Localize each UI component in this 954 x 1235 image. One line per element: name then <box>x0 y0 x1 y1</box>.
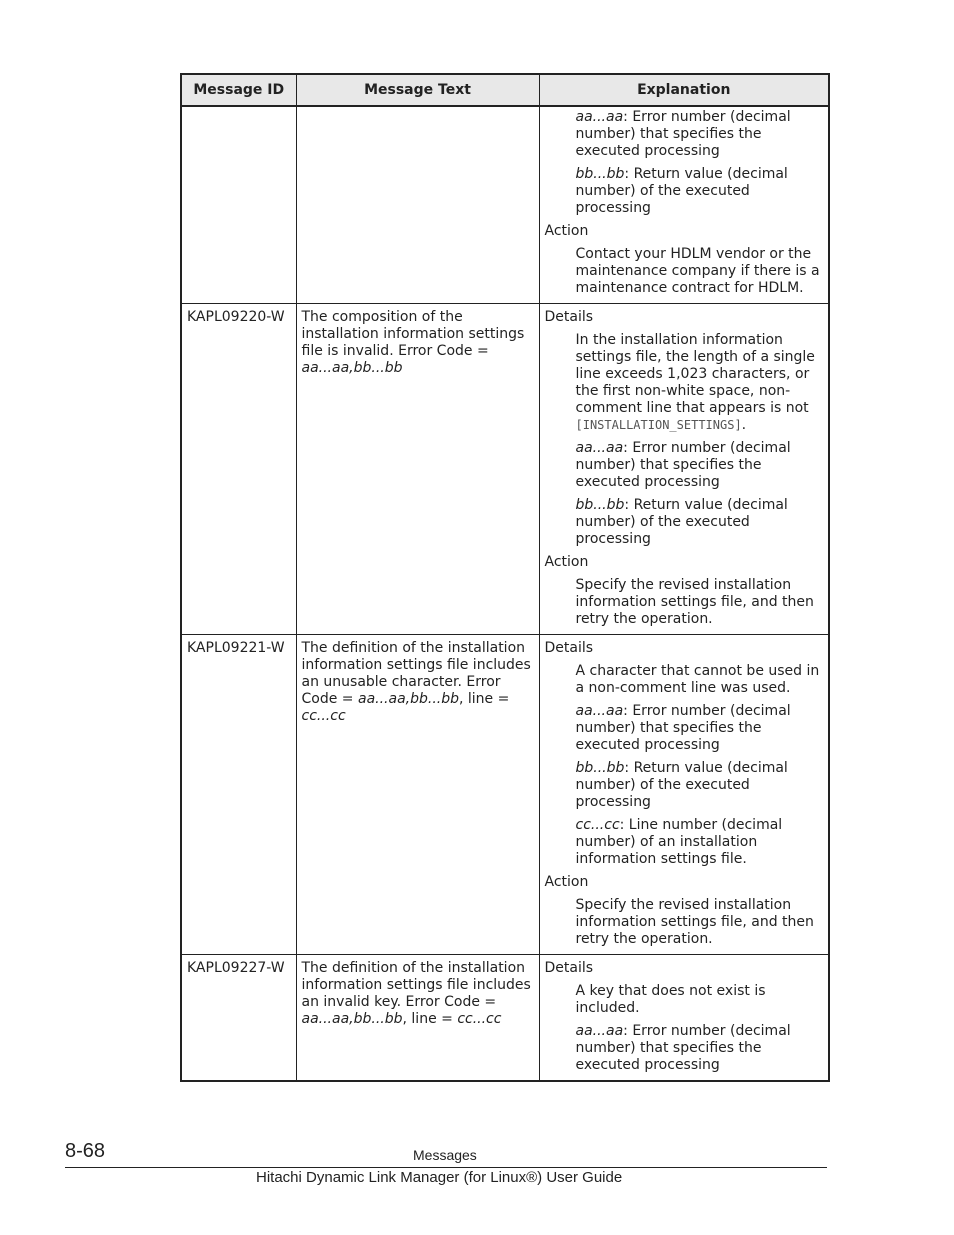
explanation-cell <box>539 106 829 304</box>
explanation-item: aa...aa: Error number (decimal number) that specifies the executed processing <box>575 109 791 159</box>
explanation-item: aa...aa: Error number (decimal number) that specifies the executed processing <box>575 703 791 753</box>
table-row <box>181 955 829 1082</box>
details-label: Details <box>544 309 594 325</box>
explanation-item: aa...aa: Error number (decimal number) that specifies the executed processing <box>575 1023 791 1073</box>
explanation-item: aa...aa: Error number (decimal number) that specifies the executed processing <box>575 440 791 490</box>
message-id-cell: KAPL09221-W <box>181 635 296 955</box>
details-label: Details <box>544 960 594 976</box>
action-label: Action <box>544 874 589 890</box>
explanation-item: bb...bb: Return value (decimal number) of the executed processing <box>575 497 788 547</box>
table-row <box>181 106 829 304</box>
footer-guide-title: Hitachi Dynamic Link Manager (for Linux®) User Guide <box>256 1169 623 1186</box>
settings-section-code: [INSTALLATION_SETTINGS] <box>575 418 742 432</box>
header-message-id: Message ID <box>181 74 296 106</box>
footer-section-title: Messages <box>413 1147 477 1163</box>
action-label: Action <box>544 223 589 239</box>
message-text-cell: The composition of the installation information settings file is invalid. Error Code = aa...aa,bb...bb <box>296 304 539 635</box>
header-explanation: Explanation <box>539 74 829 106</box>
message-text-cell: The definition of the installation information settings file includes an unusable character. Error Code = aa...aa,bb...bb, line = cc...cc <box>296 635 539 955</box>
explanation-item: cc...cc: Line number (decimal number) of an installation information settings file. <box>575 817 783 867</box>
message-text-cell <box>296 106 539 304</box>
explanation-cell <box>539 635 829 955</box>
explanation-item: bb...bb: Return value (decimal number) of the executed processing <box>575 166 788 216</box>
table-header-row <box>181 74 829 106</box>
explanation-item: bb...bb: Return value (decimal number) of the executed processing <box>575 760 788 810</box>
action-text: Contact your HDLM vendor or the maintenance company if there is a maintenance contract for HDLM. <box>575 246 820 296</box>
table-row <box>181 635 829 955</box>
message-id-cell: KAPL09227-W <box>181 955 296 1082</box>
table-row <box>181 304 829 635</box>
details-text: In the installation information settings file, the length of a single line exceeds 1,023 characters, or the first non-white space, non-comment line that appears is not [INSTALLATION_SETTINGS]. <box>575 332 815 433</box>
page-number: 8-68 <box>65 1140 106 1162</box>
details-text: A key that does not exist is included. <box>575 983 766 1016</box>
explanation-cell <box>539 955 829 1082</box>
message-table <box>180 73 830 1082</box>
action-text: Specify the revised installation information settings file, and then retry the operation. <box>575 897 814 947</box>
explanation-cell <box>539 304 829 635</box>
header-message-text: Message Text <box>296 74 539 106</box>
details-text: A character that cannot be used in a non-comment line was used. <box>575 663 820 696</box>
message-id-cell: KAPL09220-W <box>181 304 296 635</box>
action-text: Specify the revised installation information settings file, and then retry the operation. <box>575 577 814 627</box>
action-label: Action <box>544 554 589 570</box>
message-text-cell: The definition of the installation information settings file includes an invalid key. Error Code = aa...aa,bb...bb, line = cc...cc <box>296 955 539 1082</box>
message-id-cell <box>181 106 296 304</box>
footer-divider <box>65 1167 827 1168</box>
details-label: Details <box>544 640 594 656</box>
